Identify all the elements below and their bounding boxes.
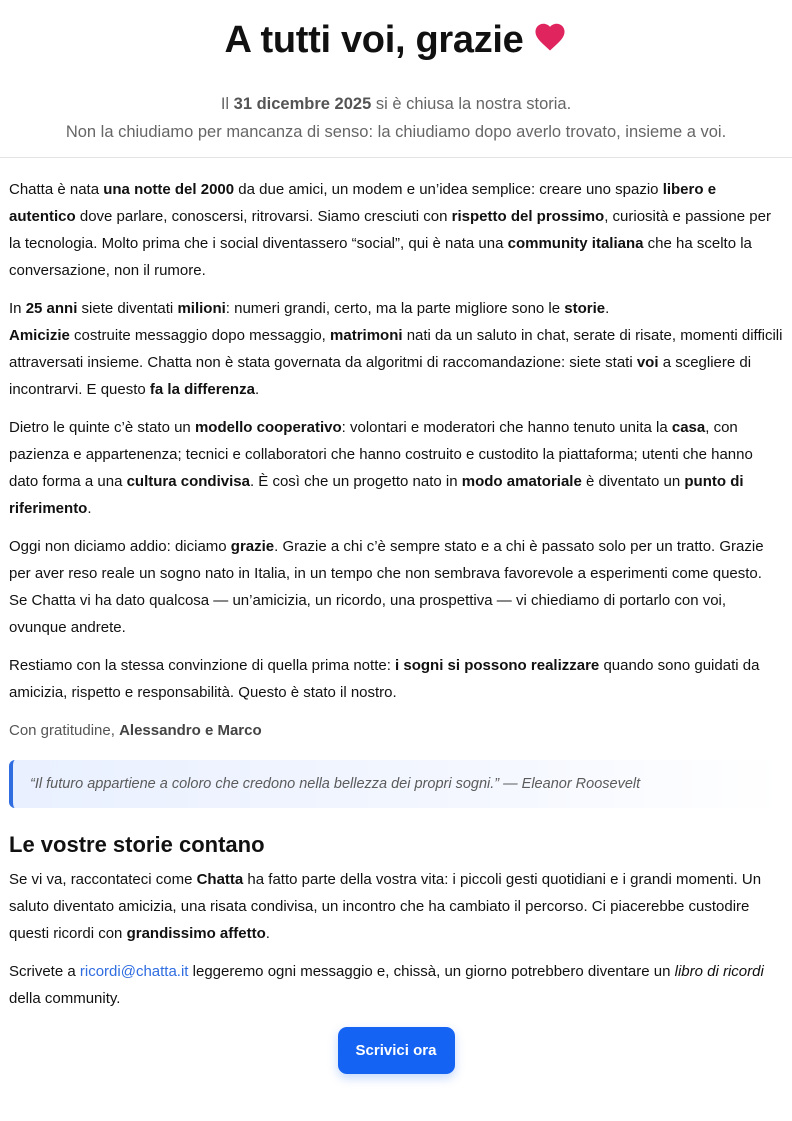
page-title	[0, 18, 792, 64]
quote-block	[9, 760, 783, 808]
closing-date-line: Il 31 dicembre 2025 si è chiusa la nostra storia.	[220, 94, 572, 113]
quote-text: “Il futuro appartiene a coloro che credono nella bellezza dei propri sogni.” — Eleanor Roosevelt	[30, 776, 641, 792]
paragraph-origin: Chatta è nata una notte del 2000 da due amici, un modem e un’idea semplice: creare uno spazio libero e autentico dove parlare, conoscersi, ritrovarsi. Siamo cresciuti con rispetto del prossimo, curiosità e passione per la tecnologia. Molto prima che i social diventassero “social”, qui è nata una community italiana che ha scelto la conversazione, non il rumore.	[9, 181, 771, 279]
closing-announcement	[0, 90, 792, 146]
cta-container	[9, 1027, 783, 1074]
closing-reason-line: Non la chiudiamo per mancanza di senso: la chiudiamo dopo averlo trovato, insieme a voi.	[65, 122, 727, 141]
page-title-text: A tutti voi, grazie	[224, 19, 524, 61]
paragraph-contact: Scrivete a ricordi@chatta.it leggeremo ogni messaggio e, chissà, un giorno potrebbero diventare un libro di ricordi della community.	[9, 963, 764, 1007]
letter-body	[0, 176, 792, 1074]
stories-heading: Le vostre storie contano	[9, 832, 265, 857]
signoff: Con gratitudine, Alessandro e Marco	[9, 722, 262, 739]
email-link[interactable]: ricordi@chatta.it	[79, 963, 189, 980]
paragraph-stories-invite: Se vi va, raccontateci come Chatta ha fatto parte della vostra vita: i piccoli gesti quotidiani e i grandi momenti. Un saluto diventato amicizia, una risata condivisa, un incontro che ha cambiato il percorso. Ci piacerebbe custodire questi ricordi con grandissimo affetto.	[9, 871, 762, 942]
paragraph-thanks: Oggi non diciamo addio: diciamo grazie. Grazie a chi c’è sempre stato e a chi è passato solo per un tratto. Grazie per aver reso reale un sogno nato in Italia, in un tempo che non sembrava favorevole a esperimenti come questo. Se Chatta vi ha dato qualcosa — un’amicizia, un ricordo, una prospettiva — vi chiediamo di portarlo con voi, ovunque andrete.	[9, 538, 764, 636]
signoff-authors: Alessandro e Marco	[119, 722, 262, 739]
heart-icon	[532, 18, 568, 62]
paragraph-growth: In 25 anni siete diventati milioni: numeri grandi, certo, ma la parte migliore sono le storie. Amicizie costruite messaggio dopo messaggio, matrimoni nati da un saluto in chat, serate di risate, momenti difficili attraversati insieme. Chatta non è stata governata da algoritmi di raccomandazione: siete stati voi a scegliere di incontrarvi. E questo fa la differenza.	[9, 300, 783, 398]
closing-date: 31 dicembre 2025	[233, 94, 372, 113]
page-header	[0, 0, 792, 158]
paragraph-cooperative: Dietro le quinte c’è stato un modello cooperativo: volontari e moderatori che hanno tenuto unita la casa, con pazienza e appartenenza; tecnici e collaboratori che hanno costruito e custodito la piattaforma; utenti che hanno dato forma a una cultura condivisa. È così che un progetto nato in modo amatoriale è diventato un punto di riferimento.	[9, 419, 753, 517]
paragraph-conviction: Restiamo con la stessa convinzione di quella prima notte: i sogni si possono realizzare quando sono guidati da amicizia, rispetto e responsabilità. Questo è stato il nostro.	[9, 657, 760, 701]
write-now-button[interactable]: Scrivici ora	[338, 1027, 455, 1074]
